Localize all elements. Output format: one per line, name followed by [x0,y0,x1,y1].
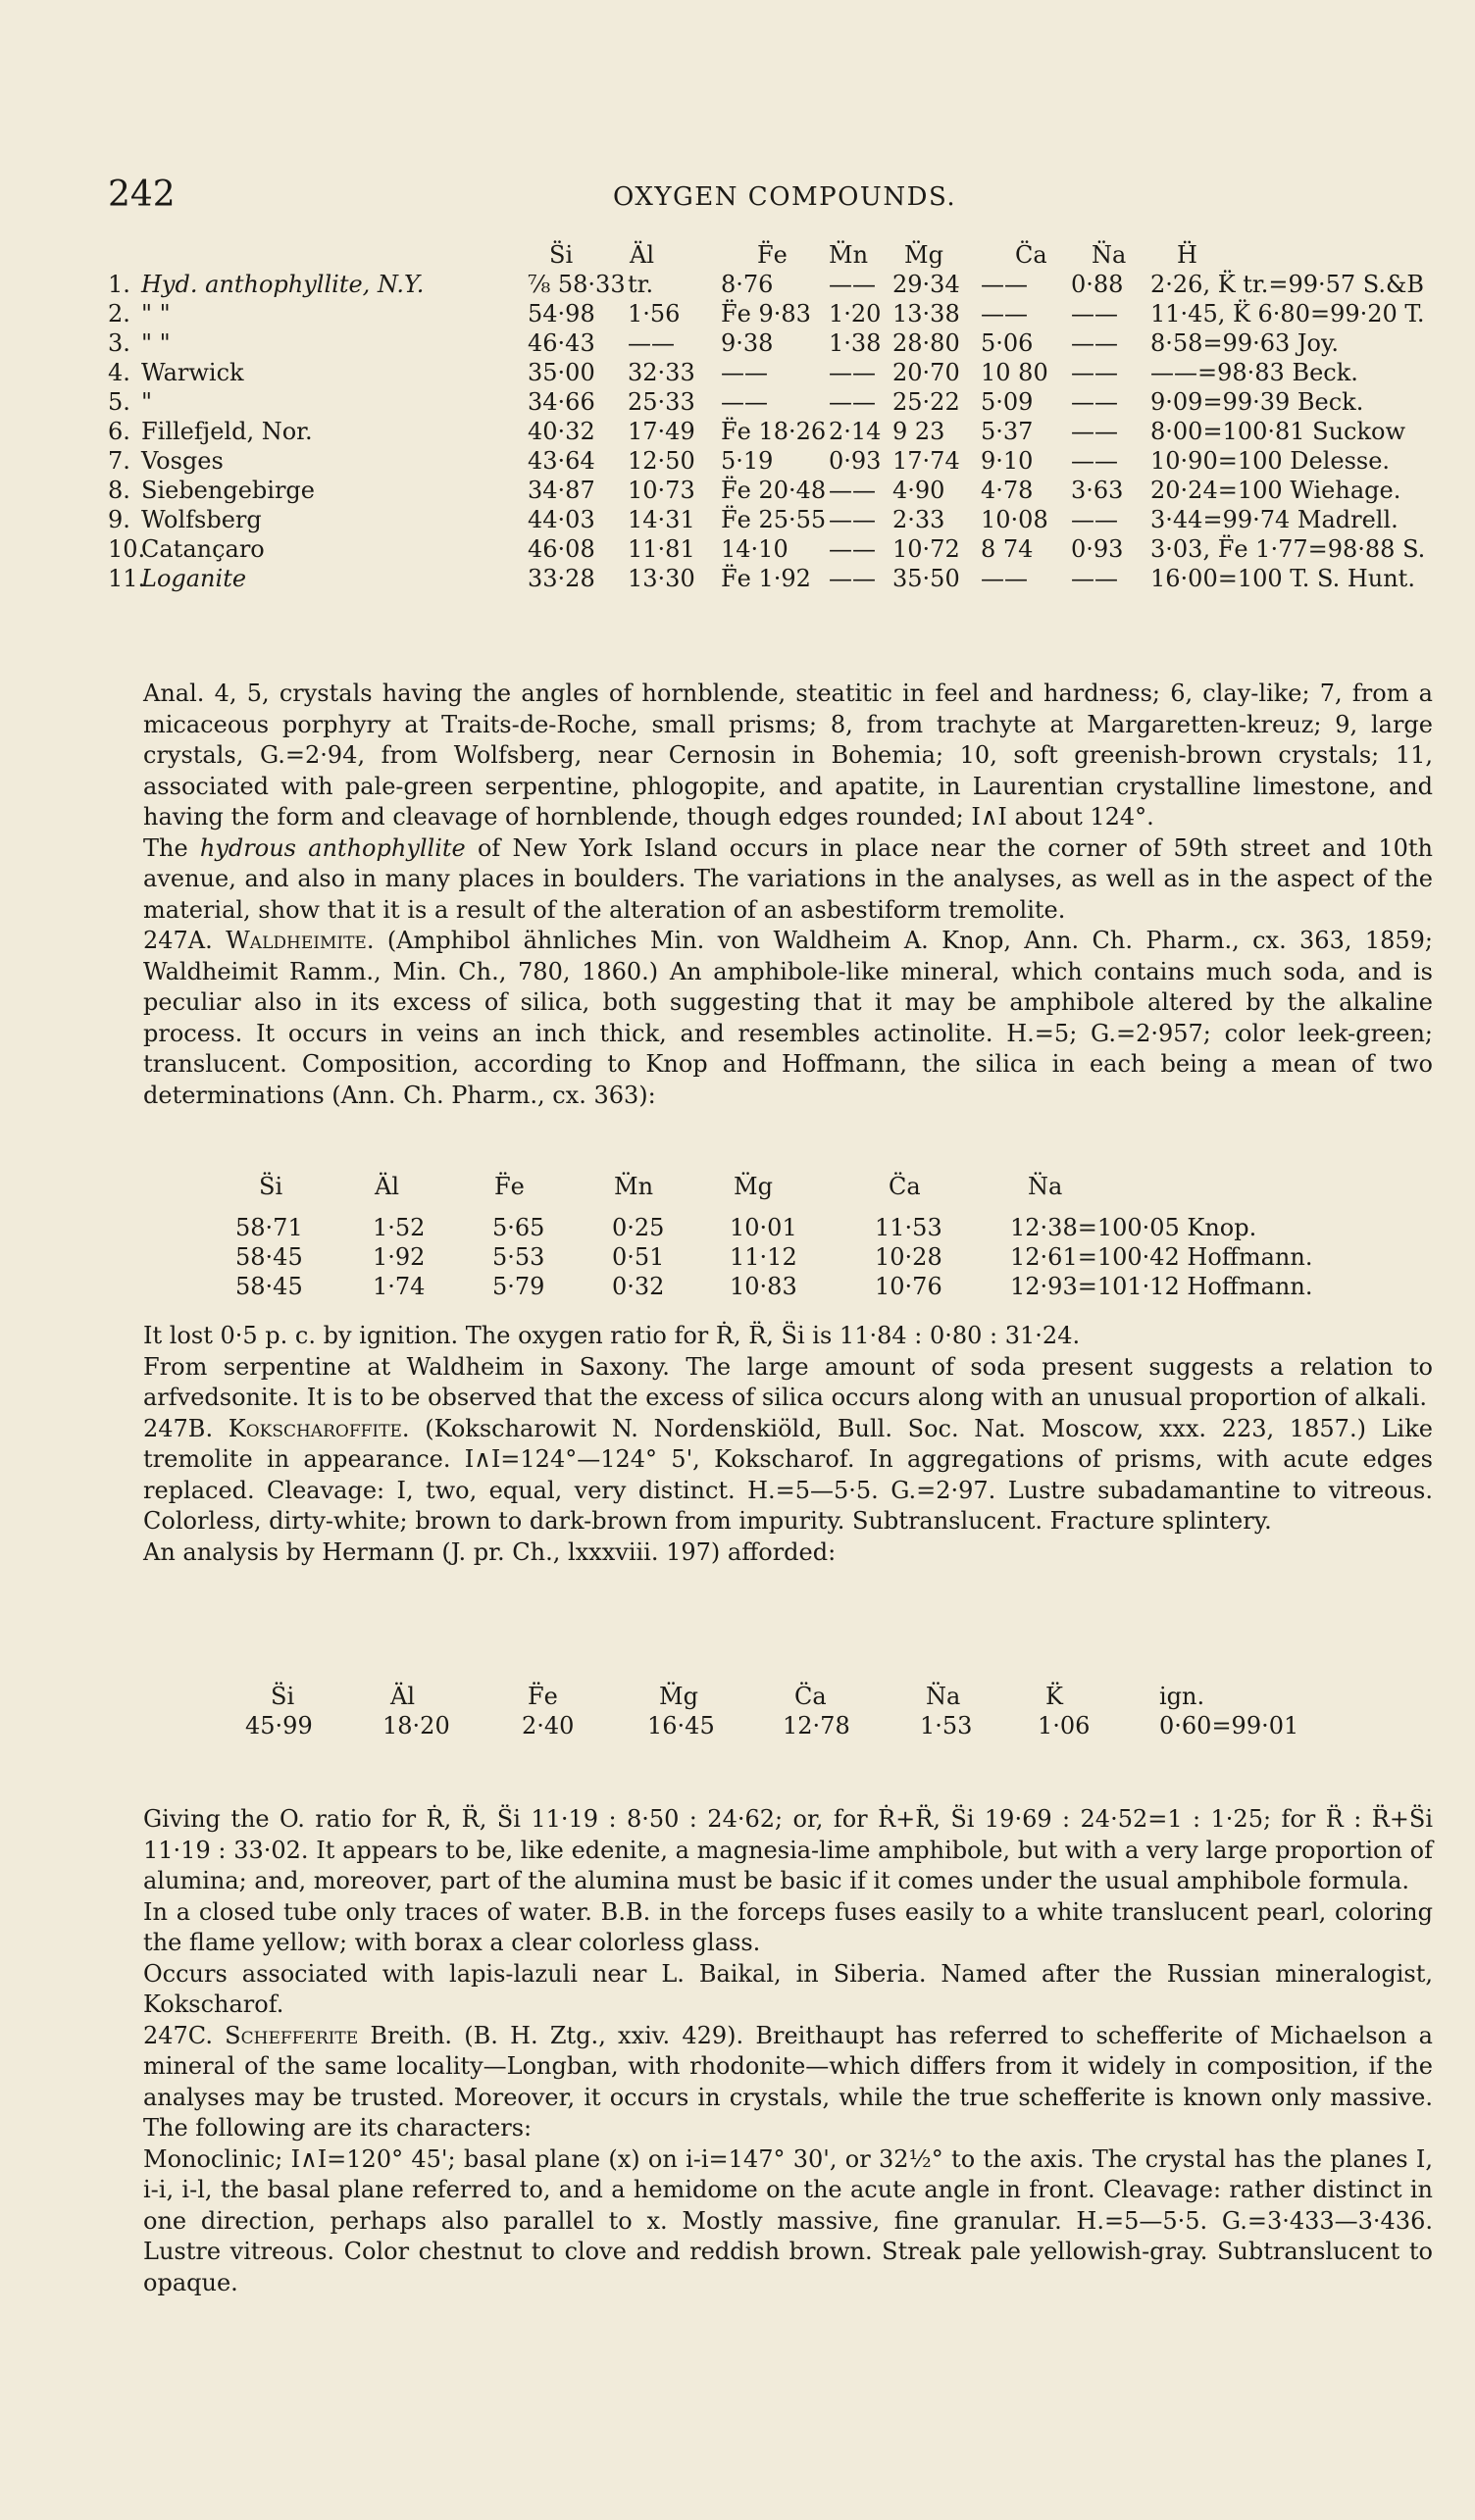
cell-idx: 7. [108,447,130,475]
table-cell: 12·93=101·12 Hoffmann. [1010,1273,1313,1300]
cell-si: 46·43 [528,329,595,357]
col-header: Äl [630,241,655,269]
cell-mg: 10·72 [892,535,960,563]
cell-al: 11·81 [628,535,695,563]
book-page: 242 OXYGEN COMPOUNDS. S̈i Äl F̈e M̈n M̈g C̈a N̈a Ḧ 1. Hyd. anthophyllite, N.Y. ⅞ 58·33 tr. 8·76 —— 29·34 —— 0·88 2·26, K̈ tr.=99·57 S.&B 2. " " 54·98 1·56 F̈e 9·83 1·20 13·38 —— —— 11·45, K̈ 6·80=99·20 T. 3. " " 46·43 —— 9·38 1·38 28·80 5·06 —— 8·58=99·63 Joy. 4. Warwick 35·00 32·33 —— —— 20·70 10 80 —— ——=98·83 Beck. 5. " 34·66 25·33 —— —— 25·22 5·09 —— 9·09=99·39 Beck. 6. Fillefjeld, Nor. 40·32 17·49 F̈e 18·26 2·14 9 23 5·37 —— 8·00=100·81 Suckow 7. Vosges 43·64 12·50 5·19 0·93 17·74 9·10 —— 10·90=100 Delesse. 8. Siebengebirge 34·87 10·73 F̈e 20·48 —— 4·90 4·78 3·63 20·24=100 Wiehage. 9. Wolfsberg 44·03 14·31 F̈e 25·55 —— 2·33 10·08 —— 3·44=99·74 Madrell. 10. Catançaro 46·08 11·81 14·10 —— 10·72 8 74 0·93 3·03, F̈e 1·77=98·88 S. 11. Loganite 33·28 13·30 F̈e 1·92 —— 35·50 —— —— 16·00=100 T. S. Hunt. Anal. 4, 5, crystals having the angles of hornblende, steatitic in feel and hardness; 6, clay-like; 7, from a micaceous porphyry at Traits-de-Roche, small prisms; 8, from trachyte at Margaretten-kreuz; 9, large crystals, G.=2·94, from Wolfsberg, near Cernosin in Bohemia; 10, soft greenish-brown crystals; 11, associated with pale-green serpentine, phlogopite, and apatite, in Laurentian crystalline limestone, and having the form and cleavage of hornblende, though edges rounded; I∧I about 124°. The hydrous anthophyllite of New York Island occurs in place near the corner of 59th street and 10th avenue, and also in many places in boulders. The variations in the analyses, as well as in the aspect of the material, show that it is a result of the alteration of an asbestiform tremolite. 247A. Waldheimite. (Amphibol ähnliches Min. von Waldheim A. Knop, Ann. Ch. Pharm., cx. 363, 1859; Waldheimit Ramm., Min. Ch., 780, 1860.) An amphibole-like mineral, which contains much soda, and is peculiar also in its excess of silica, both suggesting that it may be amphibole altered by the alkaline process. It occurs in veins an inch thick, and resembles actinolite. H.=5; G.=2·957; color leek-green; translucent. Composition, according to Knop and Hoffmann, the silica in each being a mean of two determinations (Ann. Ch. Pharm., cx. 363): S̈i Äl F̈e M̈n M̈g C̈a N̈a 58·71 1·52 5·65 0·25 10·01 11·53 12·38=100·05 Knop. 58·45 1·92 5·53 0·51 11·12 10·28 12·61=100·42 Hoffmann. 58·45 1·74 5·79 0·32 10·83 10·76 12·93=101·12 Hoffmann. It lost 0·5 p. c. by ignition. The oxygen ratio for Ṙ, R̈, S̈i is 11·84 : 0·80 : 31·24. From serpentine at Waldheim in Saxony. The large amount of soda present suggests a relation to arfvedsonite. It is to be observed that the excess of silica occurs along with an unusual proportion of alkali. 247B. Kokscharoffite. (Kokscharowit N. Nordenskiöld, Bull. Soc. Nat. Moscow, xxx. 223, 1857.) Like tremolite in appearance. I∧I=124°—124° 5', Kokscharof. In aggregations of prisms, with acute edges replaced. Cleavage: I, two, equal, very distinct. H.=5—5·5. G.=2·97. Lustre subadamantine to vitreous. Colorless, dirty-white; brown to dark-brown from impurity. Subtranslucent. Fracture splintery. An analysis by Hermann (J. pr. Ch., lxxxviii. 197) afforded: S̈i Äl F̈e M̈g C̈a N̈a K̈ ign. 45·99 18·20 2·40 16·45 12·78 1·53 1·06 0·60=99·01 Giving the O. ratio for Ṙ, R̈, S̈i 11·19 : 8·50 : 24·62; or, for Ṙ+R̈, S̈i 19·69 : 24·52=1 : 1·25; for R̈ : R̈+S̈i 11·19 : 33·02. It appears to be, like edenite, a magnesia-lime amphibole, but with a very large proportion of alumina; and, moreover, part of the alumina must be basic if it comes under the usual amphibole formula. In a closed tube only traces of water. B.B. in the forceps fuses easily to a white translucent pearl, coloring the flame yellow; with borax a clear colorless glass. Occurs associated with lapis-lazuli near L. Baikal, in Siberia. Named after the Russian mineralogist, Kokscharof. 247C. Schefferite Breith. (B. H. Ztg., xxiv. 429). Breithaupt has referred to schefferite of Michaelson a mineral of the same locality—Longban, with rhodonite—which differs from it widely in composition, if the analyses may be trusted. Moreover, it occurs in crystals, while the true schefferite is known only massive. The following are its characters: Monoclinic; I∧I=120° 45'; basal plane (x) on i-i=147° 30', or 32½° to the axis. The crystal has the planes I, i-i, i-l, the basal plane referred to, and a hemidome on the acute angle in front. Cleavage: rather distinct in one direction, perhaps also parallel to x. Mostly massive, fine granular. H.=5—5·5. G.=3·433—3·436. Lustre vitreous. Color chestnut to clove and reddish brown. Streak pale yellowish-gray. Subtranslucent to opaque. [0,0,1475,2520]
cell-mg: 13·38 [892,300,960,328]
cell-al: —— [628,329,675,357]
cell-ca: 8 74 [981,535,1034,563]
running-head: OXYGEN COMPOUNDS. [613,182,957,212]
cell-mn: 2·14 [829,418,882,445]
paragraph-anal: Anal. 4, 5, crystals having the angles of hornblende, steatitic in feel and hardness; 6, clay-like; 7, from a micaceous porphyry at Traits-de-Roche, small prisms; 8, from trachyte at Margaretten-kreuz; 9, large crystals, G.=2·94, from Wolfsberg, near Cernosin in Bohemia; 10, soft greenish-brown crystals; 11, associated with pale-green serpentine, phlogopite, and apatite, in Laurentian crystalline limestone, and having the form and cleavage of hornblende, though edges rounded; I∧I about 124°. [143,680,1433,831]
cell-fe: 8·76 [721,271,774,298]
cell-fe: —— [721,388,768,416]
cell-name: Catançaro [141,535,265,563]
table-cell: 58·71 [235,1214,303,1241]
table-cell: 0·51 [612,1243,665,1271]
table-cell: 5·79 [492,1273,545,1300]
cell-h: 2·26, K̈ tr.=99·57 S.&B [1150,271,1425,298]
cell-si: 34·66 [528,388,595,416]
cell-name: Wolfsberg [141,506,262,533]
cell-ca: 5·06 [981,329,1034,357]
cell-na: —— [1071,447,1118,475]
table-cell: 0·25 [612,1214,665,1241]
cell-mn: —— [829,388,876,416]
table-cell: 10·28 [875,1243,942,1271]
paragraph-monoclinic: Monoclinic; I∧I=120° 45'; basal plane (x) on i-i=147° 30', or 32½° to the axis. The crystal has the planes I, i-i, i-l, the basal plane referred to, and a hemidome on the acute angle in front. Cleavage: rather distinct in one direction, perhaps also parallel to x. Mostly massive, fine granular. H.=5—5·5. G.=3·433—3·436. Lustre vitreous. Color chestnut to clove and reddish brown. Streak pale yellowish-gray. Subtranslucent to opaque. [143,2144,1433,2296]
table-cell: 11·53 [875,1214,942,1241]
cell-fe: 5·19 [721,447,774,475]
table-cell: 12·61=100·42 Hoffmann. [1010,1243,1313,1271]
cell-mn: 1·20 [829,300,882,328]
cell-na: —— [1071,329,1118,357]
cell-mg: 20·70 [892,359,960,386]
table-cell: 10·83 [730,1273,797,1300]
col-header: M̈n [829,241,869,269]
cell-mg: 4·90 [892,477,945,504]
cell-na: 0·93 [1071,535,1124,563]
cell-mg: 35·50 [892,565,960,592]
cell-mn: —— [829,565,876,592]
cell-ca: 10·08 [981,506,1048,533]
section-number: 247B. [143,1414,214,1442]
section-title: Kokscharoffite. [228,1414,410,1442]
cell-mg: 9 23 [892,418,945,445]
cell-h: ——=98·83 Beck. [1150,359,1358,386]
cell-si: ⅞ 58·33 [528,271,626,298]
cell-ca: 9·10 [981,447,1034,475]
cell-fe: F̈e 20·48 [721,477,827,504]
paragraph-from: From serpentine at Waldheim in Saxony. The large amount of soda present suggests a relation to arfvedsonite. It is to be observed that the excess of silica occurs along with an unusual proportion of alkali. [143,1352,1433,1411]
table-cell: 11·12 [730,1243,797,1271]
cell-h: 20·24=100 Wiehage. [1150,477,1401,504]
cell-mn: —— [829,535,876,563]
cell-name: Vosges [141,447,224,475]
cell-al: 17·49 [628,418,695,445]
cell-mn: —— [829,506,876,533]
cell-si: 46·08 [528,535,595,563]
col-header: C̈a [1015,241,1047,269]
cell-name: Fillefjeld, Nor. [141,418,313,445]
page-number: 242 [108,175,176,215]
cell-na: —— [1071,506,1118,533]
cell-h: 9·09=99·39 Beck. [1150,388,1364,416]
cell-idx: 9. [108,506,130,533]
cell-h: 10·90=100 Delesse. [1150,447,1391,475]
cell-mn: 1·38 [829,329,882,357]
cell-h: 8·00=100·81 Suckow [1150,418,1406,445]
cell-idx: 6. [108,418,130,445]
cell-idx: 5. [108,388,130,416]
cell-na: —— [1071,300,1118,328]
cell-idx: 1. [108,271,130,298]
cell-fe: —— [721,359,768,386]
cell-name: " " [141,329,171,357]
cell-idx: 10. [108,535,146,563]
cell-si: 40·32 [528,418,595,445]
cell-h: 3·03, F̈e 1·77=98·88 S. [1150,535,1426,563]
section-title: Schefferite [225,2021,359,2049]
table-cell: 10·01 [730,1214,797,1241]
cell-idx: 11. [108,565,146,592]
cell-si: 34·87 [528,477,595,504]
cell-ca: 5·09 [981,388,1034,416]
cell-si: 43·64 [528,447,595,475]
cell-si: 44·03 [528,506,595,533]
text-block-3: Giving the O. ratio for Ṙ, R̈, S̈i 11·19 : 8·50 : 24·62; or, for Ṙ+R̈, S̈i 19·69 : 24·52=1 : 1·25; for R̈ : R̈+S̈i 11·19 : 33·02. It appears to be, like edenite, a magnesia-lime amphibole, but with a very large proportion of alumina; and, moreover, part of the alumina must be basic if it comes under the usual amphibole formula. In a closed tube only traces of water. B.B. in the forceps fuses easily to a white translucent pearl, coloring the flame yellow; with borax a clear colorless glass. Occurs associated with lapis-lazuli near L. Baikal, in Siberia. Named after the Russian mineralogist, Kokscharof. 247C. Schefferite Breith. (B. H. Ztg., xxiv. 429). Breithaupt has referred to schefferite of Michaelson a mineral of the same locality—Longban, with rhodonite—which differs from it widely in composition, if the analyses may be trusted. Moreover, it occurs in crystals, while the true schefferite is known only massive. The following are its characters: Monoclinic; I∧I=120° 45'; basal plane (x) on i-i=147° 30', or 32½° to the axis. The crystal has the planes I, i-i, i-l, the basal plane referred to, and a hemidome on the acute angle in front. Cleavage: rather distinct in one direction, perhaps also parallel to x. Mostly massive, fine granular. H.=5—5·5. G.=3·433—3·436. Lustre vitreous. Color chestnut to clove and reddish brown. Streak pale yellowish-gray. Subtranslucent to opaque. [143,1804,1433,2298]
cell-si: 33·28 [528,565,595,592]
cell-si: 35·00 [528,359,595,386]
cell-mg: 25·22 [892,388,960,416]
cell-na: —— [1071,359,1118,386]
paragraph-tube: In a closed tube only traces of water. B.B. in the forceps fuses easily to a white translucent pearl, coloring the flame yellow; with borax a clear colorless glass. [143,1897,1433,1956]
cell-mg: 2·33 [892,506,945,533]
cell-mn: —— [829,359,876,386]
cell-al: 10·73 [628,477,695,504]
paragraph-giving: Giving the O. ratio for Ṙ, R̈, S̈i 11·19 : 8·50 : 24·62; or, for Ṙ+R̈, S̈i 19·69 : 24·52=1 : 1·25; for R̈ : R̈+S̈i 11·19 : 33·02. It appears to be, like edenite, a magnesia-lime amphibole, but with a very large proportion of alumina; and, moreover, part of the alumina must be basic if it comes under the usual amphibole formula. [143,1805,1433,1894]
cell-name: " " [141,300,171,328]
table-cell: 1·52 [373,1214,426,1241]
cell-na: 0·88 [1071,271,1124,298]
cell-fe: 9·38 [721,329,774,357]
table-cell: 10·76 [875,1273,942,1300]
cell-idx: 4. [108,359,130,386]
cell-name: Hyd. anthophyllite, N.Y. [141,271,425,298]
text-block-1: Anal. 4, 5, crystals having the angles of hornblende, steatitic in feel and hardness; 6, clay-like; 7, from a micaceous porphyry at Traits-de-Roche, small prisms; 8, from trachyte at Margaretten-kreuz; 9, large crystals, G.=2·94, from Wolfsberg, near Cernosin in Bohemia; 10, soft greenish-brown crystals; 11, associated with pale-green serpentine, phlogopite, and apatite, in Laurentian crystalline limestone, and having the form and cleavage of hornblende, though edges rounded; I∧I about 124°. The hydrous anthophyllite of New York Island occurs in place near the corner of 59th street and 10th avenue, and also in many places in boulders. The variations in the analyses, as well as in the aspect of the material, show that it is a result of the alteration of an asbestiform tremolite. 247A. Waldheimite. (Amphibol ähnliches Min. von Waldheim A. Knop, Ann. Ch. Pharm., cx. 363, 1859; Waldheimit Ramm., Min. Ch., 780, 1860.) An amphibole-like mineral, which contains much soda, and is peculiar also in its excess of silica, both suggesting that it may be amphibole altered by the alkaline process. It occurs in veins an inch thick, and resembles actinolite. H.=5; G.=2·957; color leek-green; translucent. Composition, according to Knop and Hoffmann, the silica in each being a mean of two determinations (Ann. Ch. Pharm., cx. 363): [143,680,1433,1109]
cell-h: 11·45, K̈ 6·80=99·20 T. [1150,300,1425,328]
cell-mg: 17·74 [892,447,960,475]
col-header: F̈e [757,241,788,269]
cell-ca: —— [981,300,1028,328]
col-header: Ḧ [1177,241,1197,269]
cell-idx: 2. [108,300,130,328]
table-cell: 58·45 [235,1243,303,1271]
table-cell: 12·38=100·05 Knop. [1010,1214,1257,1241]
cell-name: Warwick [141,359,244,386]
cell-na: —— [1071,418,1118,445]
cell-mn: 0·93 [829,447,882,475]
paragraph-occurs: Occurs associated with lapis-lazuli near L. Baikal, in Siberia. Named after the Russian mineralogist, Kokscharof. [143,1959,1433,2018]
cell-na: —— [1071,388,1118,416]
table-cell: 5·65 [492,1214,545,1241]
section-title: Waldheimite. [226,927,375,954]
cell-al: 13·30 [628,565,695,592]
cell-fe: 14·10 [721,535,788,563]
cell-name: Siebengebirge [141,477,315,504]
cell-al: 12·50 [628,447,695,475]
section-number: 247A. [143,927,213,954]
cell-al: tr. [628,271,654,298]
paragraph-lost: It lost 0·5 p. c. by ignition. The oxygen ratio for Ṙ, R̈, S̈i is 11·84 : 0·80 : 31·24. [143,1322,1081,1349]
cell-ca: 10 80 [981,359,1048,386]
table-cell: 58·45 [235,1273,303,1300]
paragraph-hermann: An analysis by Hermann (J. pr. Ch., lxxxviii. 197) afforded: [143,1537,837,1566]
cell-mn: —— [829,271,876,298]
cell-idx: 3. [108,329,130,357]
cell-si: 54·98 [528,300,595,328]
cell-na: —— [1071,565,1118,592]
cell-h: 3·44=99·74 Madrell. [1150,506,1399,533]
table-cell: 1·74 [373,1273,426,1300]
cell-name: " [141,388,153,416]
cell-ca: —— [981,271,1028,298]
cell-name: Loganite [141,565,247,592]
cell-ca: 4·78 [981,477,1034,504]
cell-ca: —— [981,565,1028,592]
cell-h: 8·58=99·63 Joy. [1150,329,1339,357]
term-hydrous-anthophyllite: hydrous anthophyllite [199,833,466,862]
cell-ca: 5·37 [981,418,1034,445]
cell-na: 3·63 [1071,477,1124,504]
cell-fe: F̈e 9·83 [721,300,811,328]
table-cell: 1·92 [373,1243,426,1271]
col-header: M̈g [904,241,943,269]
section-number: 247C. [143,2021,213,2049]
table-cell: 0·32 [612,1273,665,1300]
cell-mg: 28·80 [892,329,960,357]
col-header: S̈i [549,241,574,269]
cell-idx: 8. [108,477,130,504]
cell-mg: 29·34 [892,271,960,298]
cell-fe: F̈e 18·26 [721,418,827,445]
cell-fe: F̈e 1·92 [721,565,811,592]
cell-fe: F̈e 25·55 [721,506,827,533]
table-cell: 5·53 [492,1243,545,1271]
cell-al: 14·31 [628,506,695,533]
cell-h: 16·00=100 T. S. Hunt. [1150,565,1415,592]
col-header: N̈a [1092,241,1127,269]
cell-al: 32·33 [628,359,695,386]
cell-al: 1·56 [628,300,681,328]
cell-mn: —— [829,477,876,504]
text-block-2: It lost 0·5 p. c. by ignition. The oxygen ratio for Ṙ, R̈, S̈i is 11·84 : 0·80 : 31·24. From serpentine at Waldheim in Saxony. The large amount of soda present suggests a relation to arfvedsonite. It is to be observed that the excess of silica occurs along with an unusual proportion of alkali. 247B. Kokscharoffite. (Kokscharowit N. Nordenskiöld, Bull. Soc. Nat. Moscow, xxx. 223, 1857.) Like tremolite in appearance. I∧I=124°—124° 5', Kokscharof. In aggregations of prisms, with acute edges replaced. Cleavage: I, two, equal, very distinct. H.=5—5·5. G.=2·97. Lustre subadamantine to vitreous. Colorless, dirty-white; brown to dark-brown from impurity. Subtranslucent. Fracture splintery. An analysis by Hermann (J. pr. Ch., lxxxviii. 197) afforded: [143,1321,1433,1568]
cell-al: 25·33 [628,388,695,416]
